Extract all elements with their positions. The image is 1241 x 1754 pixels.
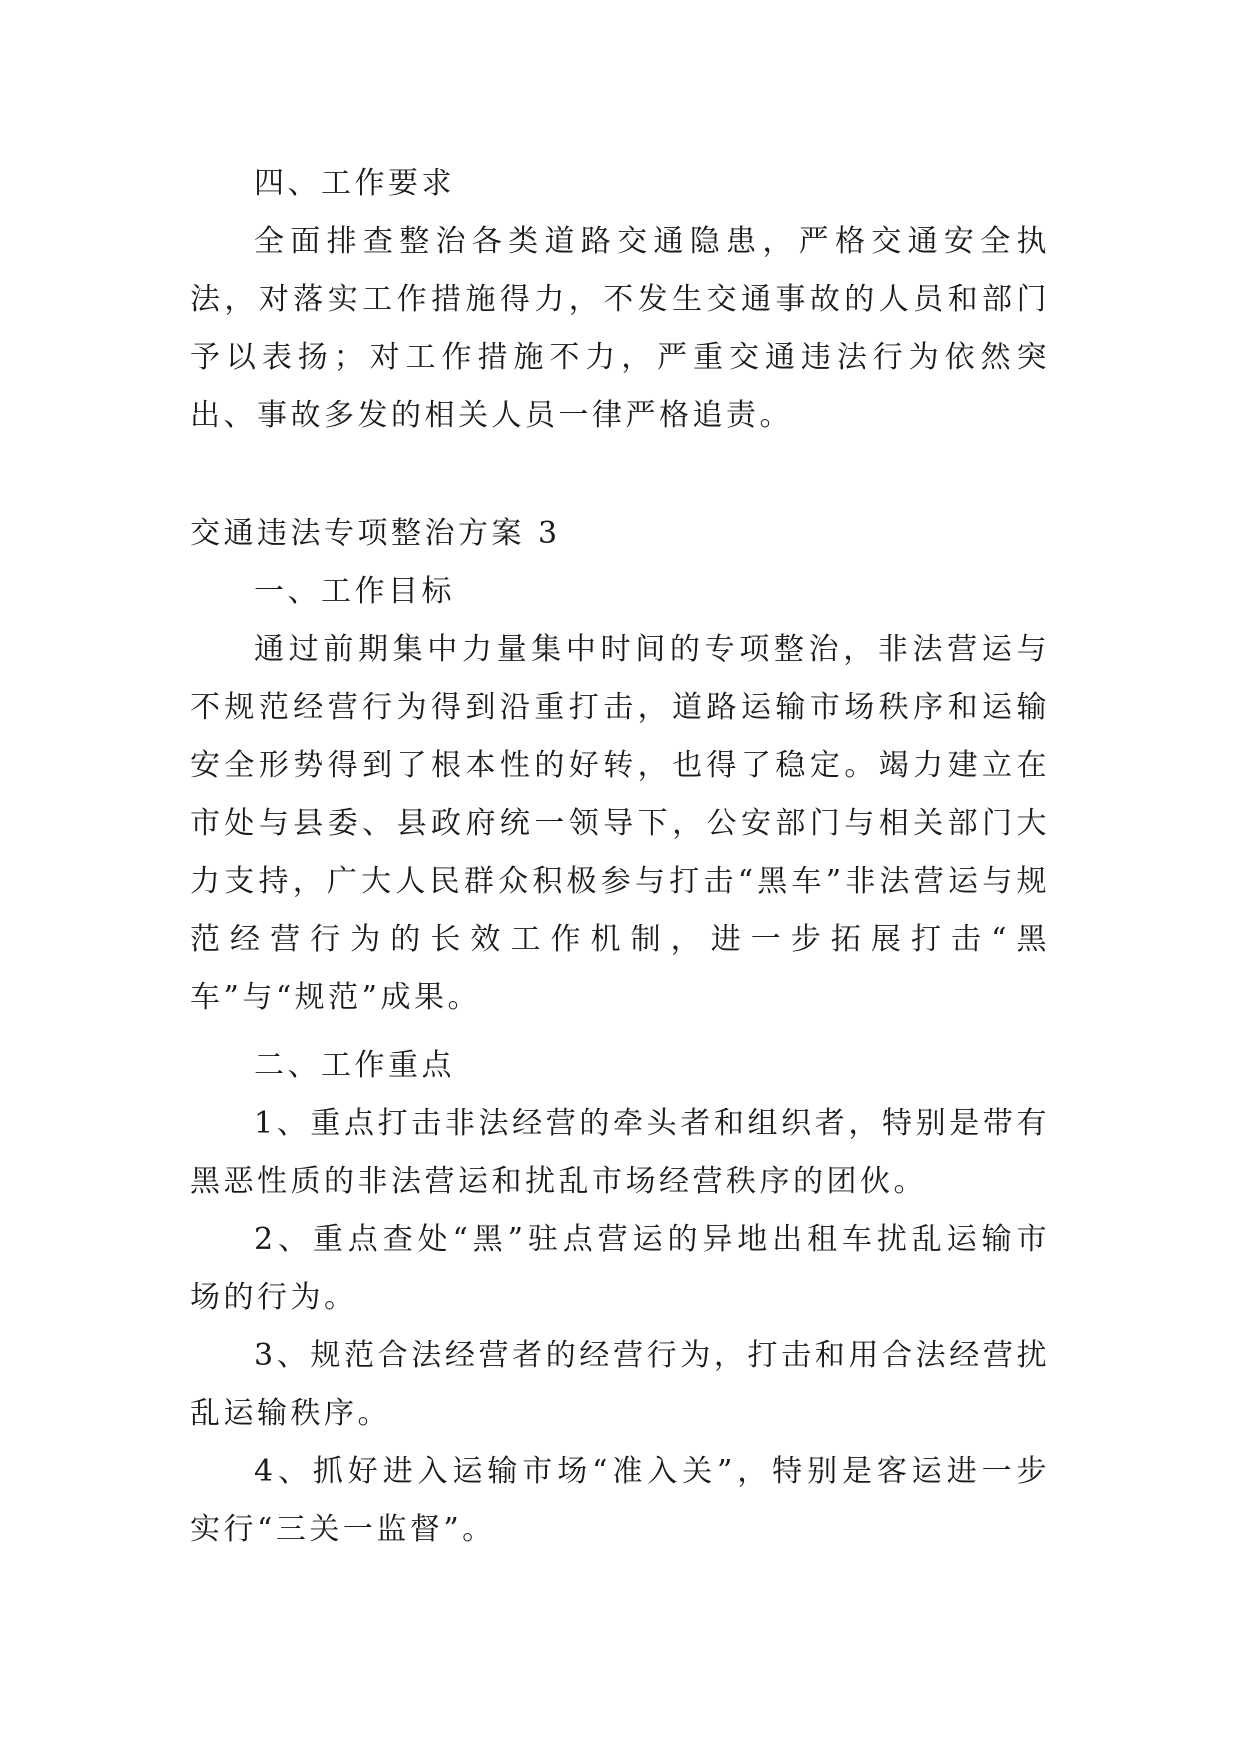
section-gap: [190, 445, 1050, 505]
list-item-1: 1、重点打击非法经营的牵头者和组织者，特别是带有黑恶性质的非法营运和扰乱市场经营秩序的团伙。: [190, 1106, 1050, 1199]
section-gap: [190, 1027, 1050, 1037]
section-four-body: 全面排查整治各类道路交通隐患，严格交通安全执法，对落实工作措施得力，不发生交通事故的人员和部门予以表扬；对工作措施不力，严重交通违法行为依然突出、事故多发的相关人员一律严格追责。: [190, 224, 1050, 433]
list-item-3: 3、规范合法经营者的经营行为，打击和用合法经营扰乱运输秩序。: [190, 1338, 1050, 1431]
list-item-2: 2、重点查处“黑”驻点营运的异地出租车扰乱运输市场的行为。: [190, 1222, 1050, 1315]
list-item-4: 4、抓好进入运输市场“准入关”，特别是客运进一步实行“三关一监督”。: [190, 1454, 1050, 1547]
section-two-heading: 二、工作重点: [254, 1048, 455, 1083]
section-one-body: 通过前期集中力量集中时间的专项整治，非法营运与不规范经营行为得到沿重打击，道路运输市场秩序和运输安全形势得到了根本性的好转，也得了稳定。竭力建立在市处与县委、县政府统一领导下，公安部门与相关部门大力支持，广大人民群众积极参与打击“黑车”非法营运与规范经营行为的长效工作机制，进一步拓展打击“黑车”与“规范”成果。: [190, 632, 1050, 1015]
section-one-heading: 一、工作目标: [254, 574, 455, 609]
document-page: [190, 155, 1050, 1559]
document-title: 交通违法专项整治方案 3: [190, 516, 561, 551]
section-four-heading: 四、工作要求: [254, 166, 455, 201]
